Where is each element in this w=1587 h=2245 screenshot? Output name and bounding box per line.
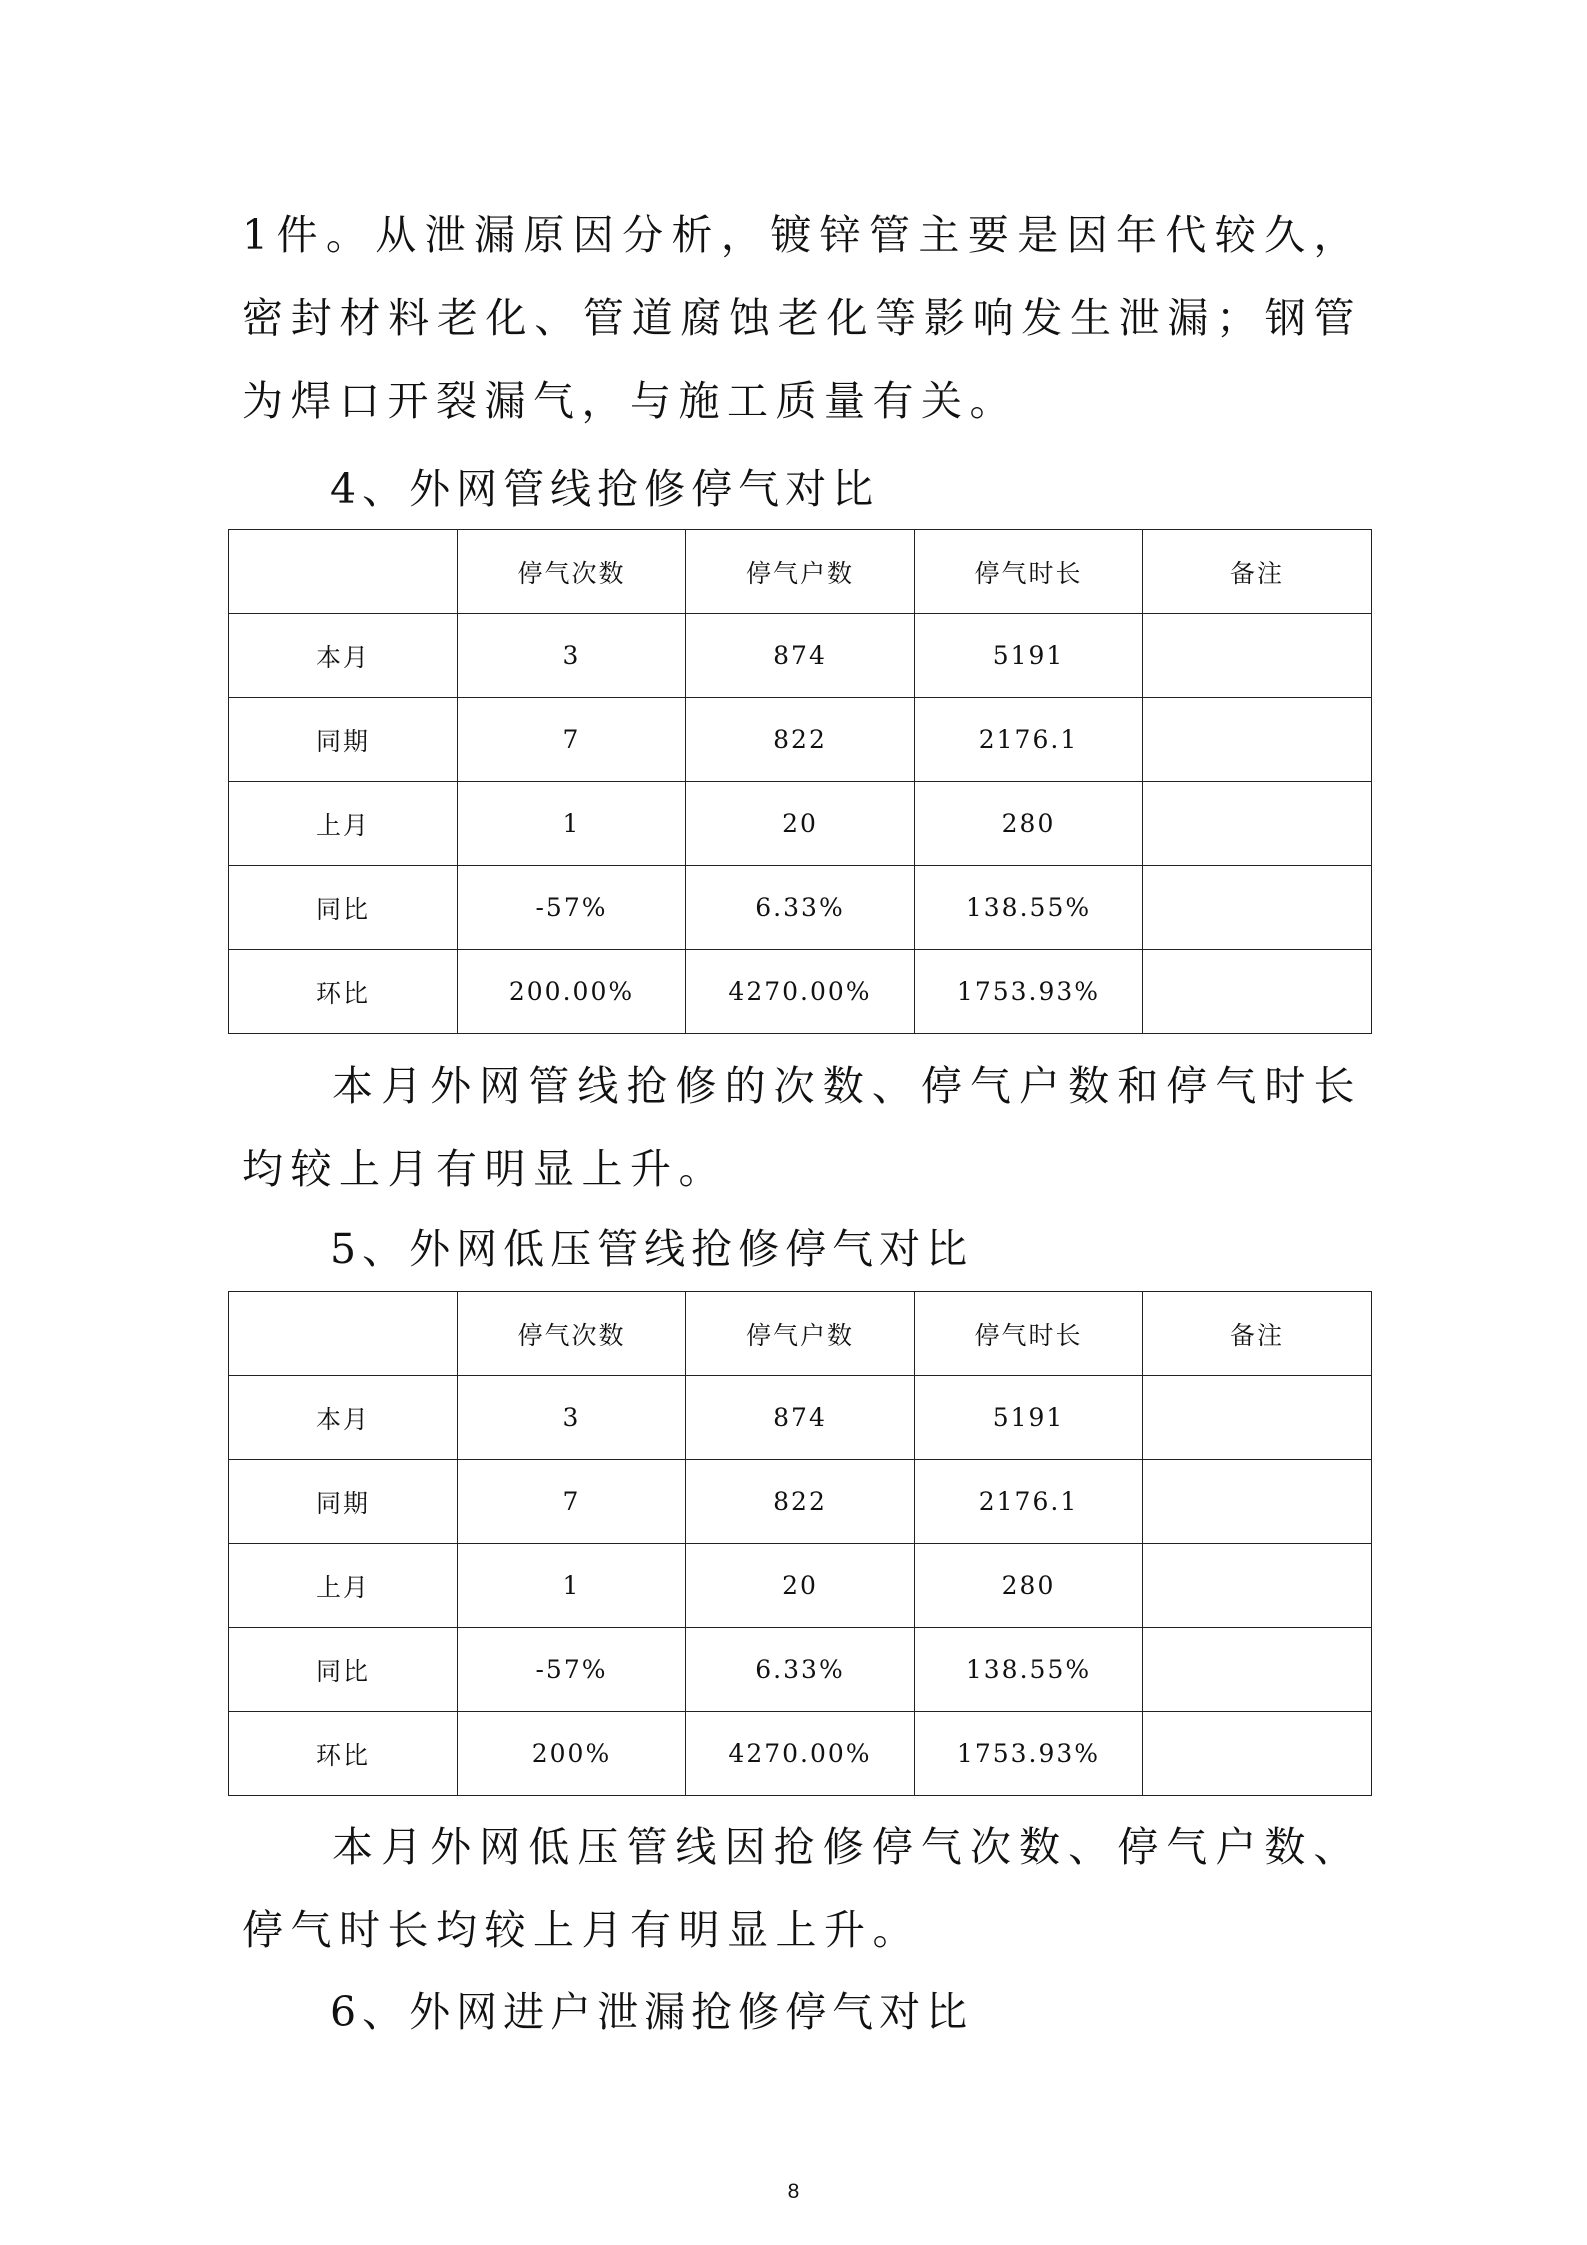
table-cell [1143, 614, 1372, 698]
table-header-row [229, 1292, 1372, 1376]
paragraph-leak-cause: 1件。从泄漏原因分析，镀锌管主要是因年代较久，密封材料老化、管道腐蚀老化等影响发生泄漏；钢管为焊口开裂漏气，与施工质量有关。 [242, 211, 1362, 425]
row-label: 环比 [229, 1712, 458, 1796]
table-row [229, 1712, 1372, 1796]
table-cell: 1753.93% [915, 1712, 1143, 1796]
table-cell: 2176.1 [915, 1460, 1143, 1544]
table-header-row [229, 530, 1372, 614]
table-cell: 138.55% [915, 866, 1143, 950]
heading-section-4: 4、外网管线抢修停气对比 [330, 465, 880, 513]
row-label: 同比 [229, 1628, 458, 1712]
table-cell: 5191 [915, 614, 1143, 698]
row-label: 同比 [229, 866, 458, 950]
table-cell: 874 [686, 1376, 915, 1460]
table-cell: 4270.00% [686, 950, 915, 1034]
header-cell [229, 530, 458, 614]
table-cell: 200.00% [458, 950, 686, 1034]
table-cell [1143, 1460, 1372, 1544]
table-cell: -57% [458, 866, 686, 950]
table-row [229, 866, 1372, 950]
table-cell: 5191 [915, 1376, 1143, 1460]
row-label: 同期 [229, 698, 458, 782]
row-label: 上月 [229, 782, 458, 866]
header-cell: 停气次数 [458, 1292, 686, 1376]
table-cell [1143, 782, 1372, 866]
table-cell: 3 [458, 614, 686, 698]
heading-section-5: 5、外网低压管线抢修停气对比 [330, 1225, 974, 1273]
table-cell [1143, 698, 1372, 782]
heading-section-6: 6、外网进户泄漏抢修停气对比 [330, 1988, 974, 2036]
table-cell: 280 [915, 1544, 1143, 1628]
table-row [229, 950, 1372, 1034]
row-label: 环比 [229, 950, 458, 1034]
table-cell: 4270.00% [686, 1712, 915, 1796]
table-cell: 1753.93% [915, 950, 1143, 1034]
table-cell: -57% [458, 1628, 686, 1712]
header-cell: 停气次数 [458, 530, 686, 614]
table-cell: 2176.1 [915, 698, 1143, 782]
header-cell: 备注 [1143, 1292, 1372, 1376]
table-cell: 200% [458, 1712, 686, 1796]
row-label: 本月 [229, 1376, 458, 1460]
page-number: 8 [787, 2180, 800, 2203]
table-row [229, 1544, 1372, 1628]
table-cell: 3 [458, 1376, 686, 1460]
table-cell [1143, 1376, 1372, 1460]
table-cell: 7 [458, 1460, 686, 1544]
table-cell [1143, 950, 1372, 1034]
table-row [229, 1628, 1372, 1712]
table-row [229, 1460, 1372, 1544]
table-cell [1143, 1628, 1372, 1712]
table-cell: 1 [458, 782, 686, 866]
header-cell: 停气时长 [915, 530, 1143, 614]
table-cell [1143, 1544, 1372, 1628]
paragraph-table2-summary: 本月外网低压管线因抢修停气次数、停气户数、停气时长均较上月有明显上升。 [242, 1823, 1362, 1954]
row-label: 同期 [229, 1460, 458, 1544]
header-cell: 停气户数 [686, 1292, 915, 1376]
table-outer-network-outage [228, 529, 1372, 1034]
row-label: 本月 [229, 614, 458, 698]
header-cell: 备注 [1143, 530, 1372, 614]
table-cell: 6.33% [686, 866, 915, 950]
table-cell: 6.33% [686, 1628, 915, 1712]
table-low-pressure-outage [228, 1291, 1372, 1796]
table-cell: 1 [458, 1544, 686, 1628]
table-cell: 280 [915, 782, 1143, 866]
table-cell: 822 [686, 698, 915, 782]
table-cell: 7 [458, 698, 686, 782]
table-cell: 20 [686, 1544, 915, 1628]
header-cell: 停气时长 [915, 1292, 1143, 1376]
table-cell [1143, 1712, 1372, 1796]
table-cell: 874 [686, 614, 915, 698]
row-label: 上月 [229, 1544, 458, 1628]
table-row [229, 698, 1372, 782]
table-row [229, 1376, 1372, 1460]
table-row [229, 782, 1372, 866]
table-cell: 822 [686, 1460, 915, 1544]
paragraph-table1-summary: 本月外网管线抢修的次数、停气户数和停气时长均较上月有明显上升。 [242, 1062, 1362, 1193]
table-cell [1143, 866, 1372, 950]
header-cell: 停气户数 [686, 530, 915, 614]
header-cell [229, 1292, 458, 1376]
table-cell: 138.55% [915, 1628, 1143, 1712]
table-cell: 20 [686, 782, 915, 866]
table-row [229, 614, 1372, 698]
